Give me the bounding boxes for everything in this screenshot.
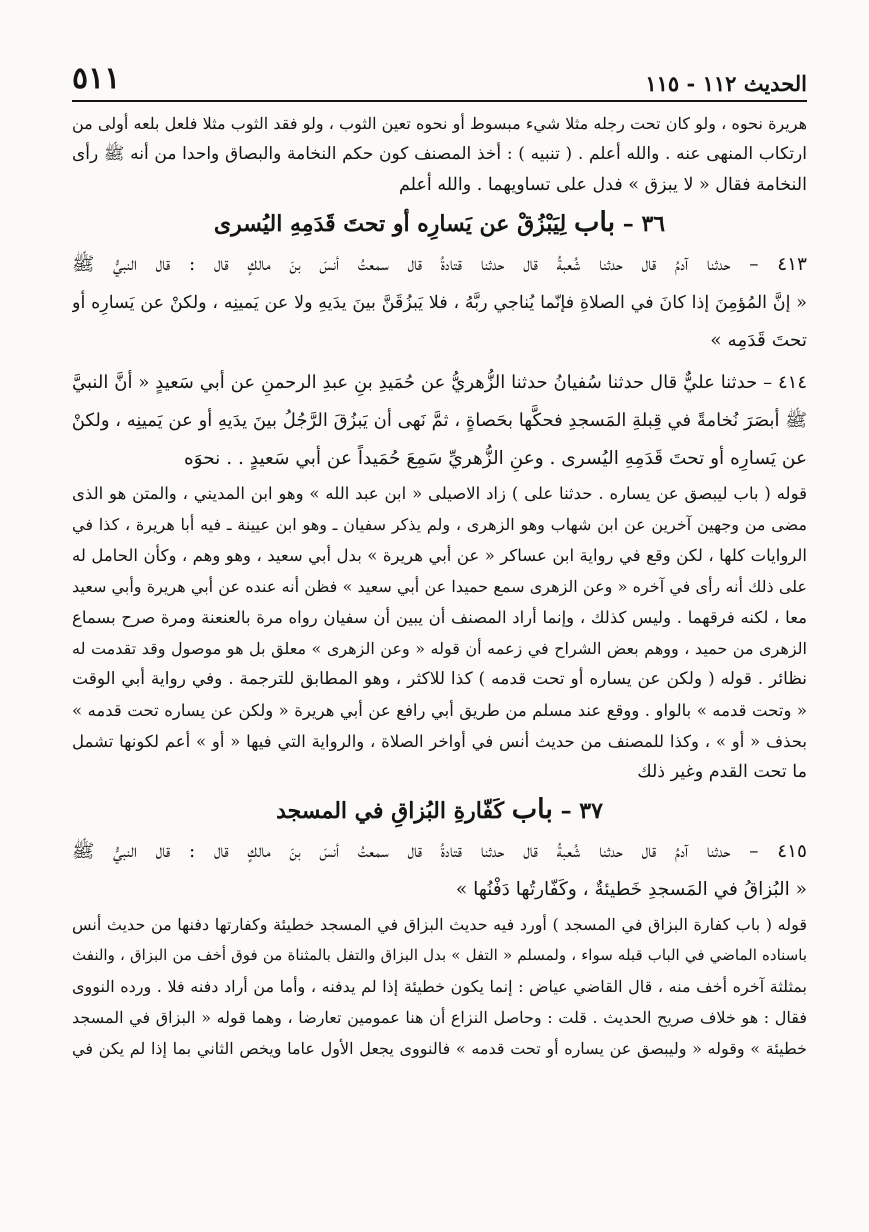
chapter-title: كَفّارةِ البُزاقِ في المسجد	[276, 798, 505, 824]
text-line: هريرة نحوه ، ولو كان تحت رجله مثلا شيء مبسوط أو نحوه تعين الثوب ، ولو فقد الثوب مثلا فلعل بلعه أولى من	[72, 114, 807, 133]
chapter-heading	[72, 788, 807, 833]
hadith-block	[72, 246, 807, 360]
text-line: النخامة فقال « لا يبزق » فدل على تساويهما . والله أعلم	[399, 175, 807, 195]
text-line: قوله ( باب كفارة البزاق في المسجد ) أورد فيه حديث البزاق في المسجد خطيئة وكفارتها دفنها من حديث أنس	[72, 915, 807, 934]
text-line: مضى من وجهين آخرين عن ابن شهاب وهو الزهرى ، ولم يذكر سفيان ـ وهو ابن عيينة ـ فيه أبا هريرة ، كذا في	[72, 515, 807, 534]
text-line: الزهرى من حميد ، ووهم بعض الشراح في زعمه أن قوله « وعن الزهرى » معلق بل هو موصول وقد تقدمت له	[72, 639, 807, 658]
hadith-line: ٤١٣ – حدثنا آدمُ قال حدثنا شُعبةُ قال حدثنا قتادةُ قال سمعتُ أنسَ بنَ مالكٍ قال : قال النبيُّ ﷺ	[72, 254, 807, 275]
page-body	[72, 108, 807, 1064]
text-line: ما تحت القدم وغير ذلك	[637, 762, 807, 782]
header-rule	[72, 100, 807, 102]
text-line: معا ، لكنه فرقهما . وليس كذلك ، وإنما أراد المصنف أن يبين أن سفيان رواه مرة بالعنعنة ومرة صرح بسماع	[72, 608, 807, 627]
hadith-block	[72, 364, 807, 478]
hadith-line: ﷺ أبصَرَ نُخامةً في قِبلةِ المَسجدِ فحكَّها بحَصاةٍ ، ثمَّ نَهى أن يَبزُقَ الرَّجُلُ بينَ يدَيهِ أو عن يَمينِه ، ولكنْ	[72, 410, 807, 431]
commentary-block	[72, 478, 807, 788]
text-line: بحذف « أو » ، وكذا للمصنف من حديث أنس في أواخر الصلاة ، والرواية التي فيها « أو » أعم لكونها تشمل	[72, 732, 807, 751]
hadith-block	[72, 833, 807, 909]
text-line: فقال : هو خلاف صريح الحديث . قلت : وحاصل النزاع أن هنا عمومين تعارضا ، وهما قوله « البزاق في المسجد	[72, 1008, 807, 1027]
page-number: ٥١١	[72, 61, 121, 96]
commentary-block	[72, 108, 807, 201]
hadith-line: ٤١٥ – حدثنا آدمُ قال حدثنا شُعبةُ قال حدثنا قتادةُ قال سمعتُ أنسَ بنَ مالكٍ قال : قال النبيُّ ﷺ	[72, 841, 807, 862]
text-line: باسناده الماضي في الباب قبله سواء ، ولمسلم « التفل » بدل البزاق والتفل بالمثناة من فوق أخف من البزاق ، والنفث	[72, 946, 807, 964]
chapter-bab-word: باب	[573, 207, 616, 238]
hadith-line: تحتَ قَدَمِه »	[710, 330, 807, 351]
text-line: خطيئة » وقوله « وليبصق عن يساره أو تحت قدمه » فالنووى يجعل الأول عاما ويخص الثاني بما إذا لم يكن في	[72, 1039, 807, 1058]
chapter-number: ٣٧ –	[560, 798, 603, 824]
chapter-number: ٣٦ –	[622, 211, 666, 237]
hadith-line: « إنَّ المُؤمِنَ إذا كانَ في الصلاةِ فإنّما يُناجي ربَّهُ ، فلا يَبزُقَنَّ بينَ يدَيهِ ولا عن يَمينِه ، ولكنْ عن يَسارِه أو	[72, 293, 807, 313]
chapter-bab-word: باب	[511, 794, 553, 825]
page-header	[72, 52, 807, 94]
hadith-line: عن يَسارِه أو تحتَ قَدَمِهِ اليُسرى . وعنِ الزُّهريِّ سَمِعَ حُمَيداً عن أبي سَعيدٍ . . نحوَه	[183, 448, 807, 469]
chapter-heading	[72, 201, 807, 246]
text-line: ارتكاب المنهى عنه . والله أعلم . ( تنبيه ) : أخذ المصنف كون حكم النخامة والبصاق واحدا من أنه ﷺ رأى	[72, 144, 807, 164]
commentary-block	[72, 909, 807, 1064]
text-line: بمثلثة آخره أخف منه ، قال القاضي عياض : إنما يكون خطيئة إذا لم يدفنه ، وأما من أراد دفنه فلا . ورده النووى	[72, 977, 807, 996]
text-line: نظائر . قوله ( ولكن عن يساره أو تحت قدمه ) كذا للاكثر ، وهو المطابق للترجمة . وفي رواية أبي الوقت	[72, 669, 807, 689]
text-line: قوله ( باب ليبصق عن يساره . حدثنا على ) زاد الاصيلى « ابن عبد الله » وهو ابن المديني ، والمتن هو الذى	[72, 484, 807, 503]
chapter-title: لِيَبْزُقْ عن يَسارِه أو تحتَ قَدَمِهِ اليُسرى	[213, 211, 567, 237]
hadith-line: ٤١٤ – حدثنا عليٌّ قال حدثنا سُفيانُ حدثنا الزُّهريُّ عن حُمَيدِ بنِ عبدِ الرحمنِ عن أبي سَعيدٍ « أنَّ النبيَّ	[72, 372, 807, 393]
text-line: الروايات كلها ، لكن وقع في رواية ابن عساكر « عن أبي هريرة » بدل أبي سعيد ، وهو وهم ، وكأن الحامل له	[72, 546, 807, 565]
running-title: الحديث ١١٢ - ١١٥	[645, 71, 807, 96]
text-line: « وتحت قدمه » بالواو . ووقع عند مسلم من طريق أبي رافع عن أبي هريرة « ولكن عن يساره تحت قدمه »	[72, 701, 807, 720]
text-line: على ذلك أنه رأى في آخره « وعن الزهرى سمع حميدا عن أبي سعيد » فظن أنه عنده عن أبي هريرة وأبي سعيد	[72, 577, 807, 596]
hadith-line: « البُزاقُ في المَسجدِ خَطيئةٌ ، وكَفّارتُها دَفْنُها »	[455, 879, 807, 900]
